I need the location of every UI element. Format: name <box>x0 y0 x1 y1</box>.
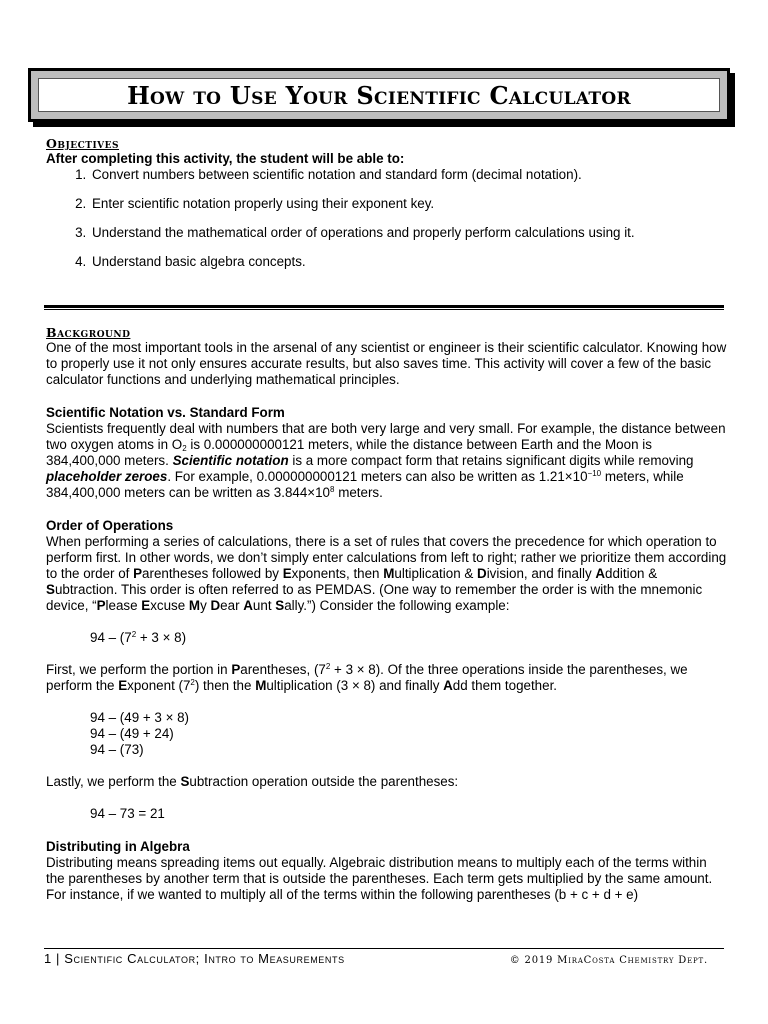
text-run: dd them together. <box>452 678 558 693</box>
text-run: 94 – (7 <box>90 630 132 645</box>
superscript: 2 <box>131 630 137 639</box>
letter-a: A <box>595 566 606 581</box>
calc-step: 94 – (73) <box>90 742 144 757</box>
text-run: ubtraction operation outside the parentheses: <box>189 774 459 789</box>
text-run: arentheses followed by <box>142 566 283 581</box>
objectives-heading: Objectives <box>46 136 120 151</box>
text-run: lease <box>105 598 142 613</box>
letter-s: S <box>46 582 55 597</box>
text-run: Lastly, we perform the <box>46 774 181 789</box>
footer-copyright: © 2019 MiraCosta Chemistry Dept. <box>509 955 708 966</box>
background-heading: Background <box>46 325 131 340</box>
title-banner <box>28 68 730 122</box>
letter-d: D <box>477 566 487 581</box>
background-intro: One of the most important tools in the arsenal of any scientist or engineer is their scientific calculator. Knowing how to properly use it not only ensures accurate results, but also saves time. This activity will cover a few of the basic calculator functions and underlying mathematical principles. <box>46 340 727 387</box>
page-footer <box>44 951 720 966</box>
text-run: ear <box>220 598 244 613</box>
text-run: Scientists frequently deal with numbers that are both very large and very small. For example, the distance between two oxygen atoms in O <box>46 421 726 452</box>
footer-page-label: 1 | Scientific Calculator; Intro to Measurements <box>44 951 345 966</box>
title-banner-inner <box>38 78 720 112</box>
background-section <box>46 326 728 903</box>
text-run: is 0.000000000121 meters, while the distance between Earth and the Moon is 384,400,000 meters. <box>46 437 652 468</box>
objectives-lead: After completing this activity, the student will be able to: <box>46 151 405 166</box>
term-scientific-notation: Scientific notation <box>172 453 289 468</box>
text-run: xponents, then <box>291 566 384 581</box>
mnemonic-d: D <box>210 598 221 613</box>
text-run: First, we perform the portion in <box>46 662 232 677</box>
text-run: ddition & <box>605 566 658 581</box>
objective-item: 2. Enter scientific notation properly using their exponent key. <box>90 196 726 212</box>
text-run: unt <box>252 598 276 613</box>
calc-result: 94 – 73 = 21 <box>90 806 165 821</box>
sci-notation-heading: Scientific Notation vs. Standard Form <box>46 405 285 420</box>
section-divider <box>44 305 724 310</box>
letter-s: S <box>180 774 190 789</box>
mnemonic-s: S <box>275 598 285 613</box>
letter-e: E <box>118 678 128 693</box>
superscript: 2 <box>325 662 331 671</box>
subscript: 2 <box>182 444 187 453</box>
example-expression <box>46 630 728 646</box>
text-run: ubtraction. This order is often referred to as PEMDAS. (One way to remember the order is with the mnemonic device, “ <box>46 582 703 613</box>
text-run: + 3 × 8) <box>136 630 187 645</box>
text-run: When performing a series of calculations, there is a set of rules that covers the precedence for which operation to perform first. In other words, we don’t simply enter calculations from left to right; rather we prioritize them according to the order of <box>46 534 727 581</box>
text-run: + 3 × 8). Of the three operations inside the parentheses, we perform the <box>46 662 688 693</box>
letter-e: E <box>282 566 292 581</box>
text-run: arentheses, (7 <box>240 662 326 677</box>
text-run: meters. <box>334 485 383 500</box>
superscript: 2 <box>190 678 195 687</box>
calc-step: 94 – (49 + 24) <box>90 726 174 741</box>
text-run: ultiplication & <box>394 566 478 581</box>
text-run: . For example, 0.000000000121 meters can also be written as 1.21×10 <box>167 469 588 484</box>
mnemonic-a: A <box>243 598 253 613</box>
letter-p: P <box>133 566 143 581</box>
mnemonic-m: M <box>188 598 201 613</box>
text-run: ultiplication (3 × 8) and finally <box>266 678 444 693</box>
letter-m: M <box>383 566 395 581</box>
letter-a: A <box>443 678 453 693</box>
order-ops-paragraph <box>46 534 728 614</box>
objective-item: 4. Understand basic algebra concepts. <box>90 254 726 270</box>
letter-m: M <box>255 678 267 693</box>
mnemonic-e: E <box>141 598 151 613</box>
order-ops-heading: Order of Operations <box>46 518 174 533</box>
letter-p: P <box>231 662 241 677</box>
objectives-section <box>46 137 726 283</box>
mnemonic-p: P <box>96 598 106 613</box>
page-title: How to Use Your Scientific Calculator <box>127 80 631 110</box>
objective-item: 1. Convert numbers between scientific notation and standard form (decimal notation). <box>90 167 726 183</box>
superscript: 8 <box>330 485 335 494</box>
first-step-paragraph <box>46 662 728 694</box>
objective-item: 3. Understand the mathematical order of operations and properly perform calculations using it. <box>90 225 726 241</box>
distributing-paragraph: Distributing means spreading items out equally. Algebraic distribution means to multiply each of the terms within the parentheses by another term that is outside the parentheses. Each term gets multiplied by the same amount. For instance, if we wanted to multiply all of the terms within the following parentheses (b + c + d + e) <box>46 855 713 902</box>
text-run: xponent (7 <box>127 678 191 693</box>
objectives-list <box>46 167 726 270</box>
text-run: ) then the <box>194 678 256 693</box>
footer-divider <box>44 948 724 949</box>
calc-step: 94 – (49 + 3 × 8) <box>90 710 190 725</box>
text-run: ivision, and finally <box>486 566 596 581</box>
text-run: y <box>200 598 211 613</box>
text-run: ally.”) Consider the following example: <box>284 598 510 613</box>
term-placeholder-zeroes: placeholder zeroes <box>46 469 168 484</box>
text-run: meters, while 384,400,000 meters can be written as 3.844×10 <box>46 469 684 500</box>
last-step-paragraph <box>46 774 728 790</box>
text-run: xcuse <box>150 598 189 613</box>
text-run: is a more compact form that retains significant digits while removing <box>288 453 694 468</box>
distributing-heading: Distributing in Algebra <box>46 839 190 854</box>
sci-notation-paragraph <box>46 421 728 501</box>
superscript: −10 <box>587 469 602 478</box>
